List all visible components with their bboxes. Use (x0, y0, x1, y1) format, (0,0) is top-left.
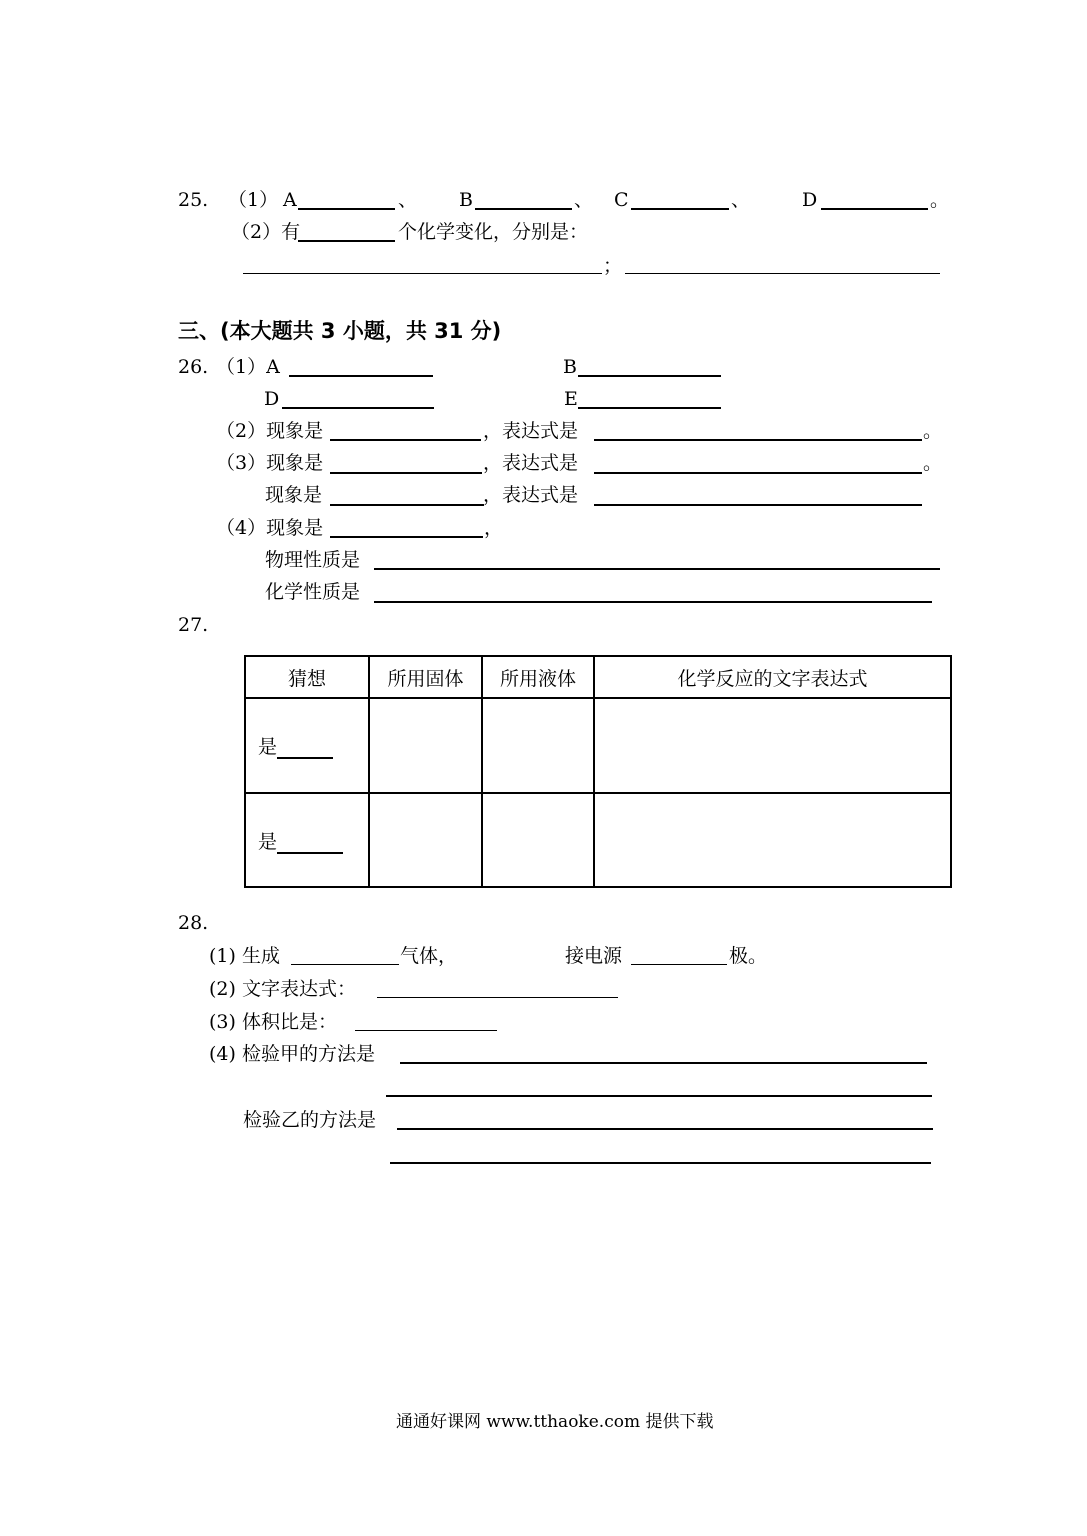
q26-a-blank[interactable] (289, 375, 433, 377)
table-header-row (245, 656, 951, 698)
header-liquid: 所用液体 (482, 656, 594, 698)
q28-test-a-blank-1[interactable] (400, 1062, 927, 1064)
q28-pole-blank[interactable] (631, 964, 727, 965)
q25-b-label: B (459, 189, 473, 211)
q25-d-blank[interactable] (821, 208, 928, 210)
q28-source-label: 接电源 (565, 945, 623, 967)
q28-number: 28. (178, 912, 209, 934)
liquid-cell[interactable] (482, 698, 594, 793)
guess-cell (245, 698, 369, 793)
q26-d-label: D (264, 388, 280, 410)
q26-part4-comma: ， (484, 517, 504, 539)
q25-part2-label: （2）有 (231, 221, 301, 243)
q28-part4-label: (4) 检验甲的方法是 (209, 1043, 375, 1065)
q28-test-b-blank-1[interactable] (397, 1128, 933, 1130)
q26-physical-label: 物理性质是 (265, 549, 361, 571)
section-3-heading: 三、(本大题共 3 小题，共 31 分) (178, 319, 502, 343)
q28-ratio-blank[interactable] (355, 1030, 497, 1031)
q28-gas-text: 气体， (400, 945, 458, 967)
q26-chemical-label: 化学性质是 (265, 581, 361, 603)
q25-number: 25. (178, 189, 209, 211)
q25-change1-blank[interactable] (243, 273, 602, 274)
q26-part3b-expression-blank[interactable] (594, 504, 922, 506)
q28-gas-blank[interactable] (291, 964, 399, 965)
q25-end: 。 (930, 189, 950, 211)
q25-part1-label: （1） (228, 189, 279, 211)
q26-number: 26. (178, 356, 209, 378)
guess-blank[interactable] (277, 834, 343, 854)
q26-d-blank[interactable] (282, 407, 434, 409)
q27-answer-table (244, 655, 952, 888)
q26-part3-phenomenon-blank[interactable] (330, 472, 482, 474)
q25-sep1: 、 (398, 189, 418, 211)
q28-pole-text: 极。 (729, 945, 768, 967)
q25-c-blank[interactable] (631, 208, 729, 210)
q25-part2-text: 个化学变化，分别是： (398, 221, 589, 243)
q28-part3-label: (3) 体积比是： (209, 1011, 337, 1033)
q28-part2-label: (2) 文字表达式： (209, 978, 356, 1000)
q26-part2-expression-blank[interactable] (594, 439, 922, 441)
q26-part4-phenomenon-blank[interactable] (330, 536, 483, 538)
q25-change2-blank[interactable] (625, 273, 940, 274)
q26-part2-label: （2）现象是 (216, 420, 324, 442)
q28-test-a-blank-2[interactable] (386, 1095, 932, 1097)
header-expression: 化学反应的文字表达式 (594, 656, 951, 698)
solid-cell[interactable] (369, 793, 482, 887)
expression-cell[interactable] (594, 793, 951, 887)
q25-sep3: 、 (731, 189, 751, 211)
q26-part4-label: （4）现象是 (216, 517, 324, 539)
liquid-cell[interactable] (482, 793, 594, 887)
q26-part2-phenomenon-blank[interactable] (330, 439, 481, 441)
q26-b-label: B (563, 356, 577, 378)
q26-chemical-blank[interactable] (374, 601, 932, 603)
q25-semicolon: ； (603, 255, 623, 277)
q25-count-blank[interactable] (298, 240, 395, 242)
q26-part2-expression-label: ，表达式是 (483, 420, 579, 442)
q26-part3b-label: 现象是 (265, 484, 323, 506)
q26-part3-label: （3）现象是 (216, 452, 324, 474)
table-row (245, 793, 951, 887)
q26-part3-expression-label: ，表达式是 (483, 452, 579, 474)
q28-expression-blank[interactable] (377, 997, 618, 998)
q28-test-b-blank-2[interactable] (390, 1162, 931, 1164)
footer-credit: 通通好课网 www.tthaoke.com 提供下载 (396, 1412, 714, 1432)
q26-part3b-expression-label: ，表达式是 (483, 484, 579, 506)
q26-part3-expression-blank[interactable] (594, 472, 922, 474)
q25-d-label: D (802, 189, 818, 211)
header-guess: 猜想 (245, 656, 369, 698)
guess-label: 是 (258, 736, 278, 758)
q25-a-blank[interactable] (298, 208, 395, 210)
q26-e-blank[interactable] (578, 407, 721, 409)
q26-physical-blank[interactable] (374, 568, 940, 570)
q28-test-b-label: 检验乙的方法是 (243, 1109, 377, 1131)
q28-part1-label: (1) 生成 (209, 945, 280, 967)
expression-cell[interactable] (594, 698, 951, 793)
header-solid: 所用固体 (369, 656, 482, 698)
q26-part3b-phenomenon-blank[interactable] (330, 504, 484, 506)
q27-number: 27. (178, 614, 209, 636)
q26-part2-end: 。 (923, 420, 943, 442)
guess-cell (245, 793, 369, 887)
q26-b-blank[interactable] (578, 375, 721, 377)
q25-b-blank[interactable] (475, 208, 572, 210)
q26-e-label: E (564, 388, 578, 410)
guess-label: 是 (258, 830, 278, 853)
q26-part1-a-label: （1）A (216, 356, 280, 378)
q25-sep2: 、 (574, 189, 594, 211)
solid-cell[interactable] (369, 698, 482, 793)
table-row (245, 698, 951, 793)
q25-c-label: C (614, 189, 629, 211)
q26-part3-end: 。 (923, 452, 943, 474)
q25-a-label: A (283, 189, 297, 211)
guess-blank[interactable] (277, 739, 333, 759)
